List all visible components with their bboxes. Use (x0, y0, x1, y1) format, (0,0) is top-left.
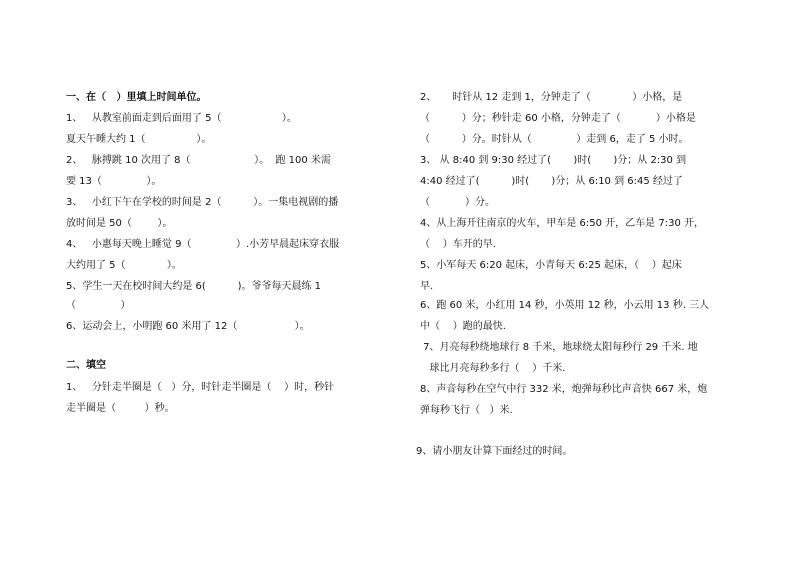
question-line: 要 13（ ）。 (66, 176, 162, 187)
question-line: 4、从上海开往南京的火车，甲车是 6:50 开，乙车是 7:30 开， (420, 218, 704, 229)
question-line: 9、请小朋友计算下面经过的时间。 (416, 446, 573, 457)
question-line: 8、声音每秒在空气中行 332 米，炮弹每秒比声音快 667 米，炮 (420, 384, 708, 395)
question-line: 3、 小红下午在学校的时间是 2（ ）。一集电视剧的播 (66, 197, 339, 208)
question-line: 1、 分针走半圈是（ ）分，时针走半圈是（ ）时，秒针 (66, 382, 335, 393)
question-line: 弹每秒飞行（ ）米. (420, 405, 513, 416)
question-line: 2、 时针从 12 走到 1，分钟走了（ ）小格，是 (420, 92, 683, 103)
question-line: （ ）车开的早. (420, 239, 496, 250)
question-line: 4:40 经过了( )时( )分；从 6:10 到 6:45 经过了 (420, 176, 683, 187)
question-line: 1、 从教室前面走到后面用了 5（ ）。 (66, 113, 297, 124)
question-line: 2、 脉搏跳 10 次用了 8（ ）。 跑 100 米需 (66, 155, 331, 166)
question-line: 5、学生一天在校时间大约是 6( )。爷爷每天晨练 1 (66, 281, 322, 292)
question-line: （ ）分。时针从（ ）走到 6，走了 5 小时。 (420, 134, 689, 145)
question-line: （ ）分。 (420, 197, 495, 208)
question-line: 大约用了 5（ ）。 (66, 260, 182, 271)
section2-heading: 二、填空 (66, 360, 106, 371)
question-line: （ ） (66, 300, 131, 311)
question-line: 球比月亮每秒多行（ ）千米. (420, 363, 566, 374)
question-line: 早. (420, 281, 434, 292)
question-line: 5、小军每天 6:20 起床，小青每天 6:25 起床，（ ）起床 (420, 260, 682, 271)
question-line: 7、月亮每秒绕地球行 8 千米，地球绕太阳每秒行 29 千米. 地 (420, 342, 698, 353)
question-line: （ ）分；秒针走 60 小格，分钟走了（ ）小格是 (420, 113, 696, 124)
question-line: 放时间是 50（ ）。 (66, 218, 173, 229)
section1-heading: 一、在（ ）里填上时间单位。 (66, 92, 207, 103)
question-line: 6、跑 60 米，小红用 14 秒，小英用 12 秒，小云用 13 秒. 三人 (420, 300, 710, 311)
question-line: 走半圈是（ ）秒。 (66, 403, 175, 414)
question-line: 夏天午睡大约 1（ ）。 (66, 134, 212, 145)
question-line: 6、运动会上，小明跑 60 米用了 12（ ）。 (66, 321, 310, 332)
question-line: 4、 小惠每天晚上睡觉 9（ ）.小芳早晨起床穿衣服 (66, 239, 340, 250)
question-line: 3、 从 8:40 到 9:30 经过了( )时( )分；从 2:30 到 (420, 155, 687, 166)
question-line: 中（ ）跑的最快. (420, 321, 506, 332)
